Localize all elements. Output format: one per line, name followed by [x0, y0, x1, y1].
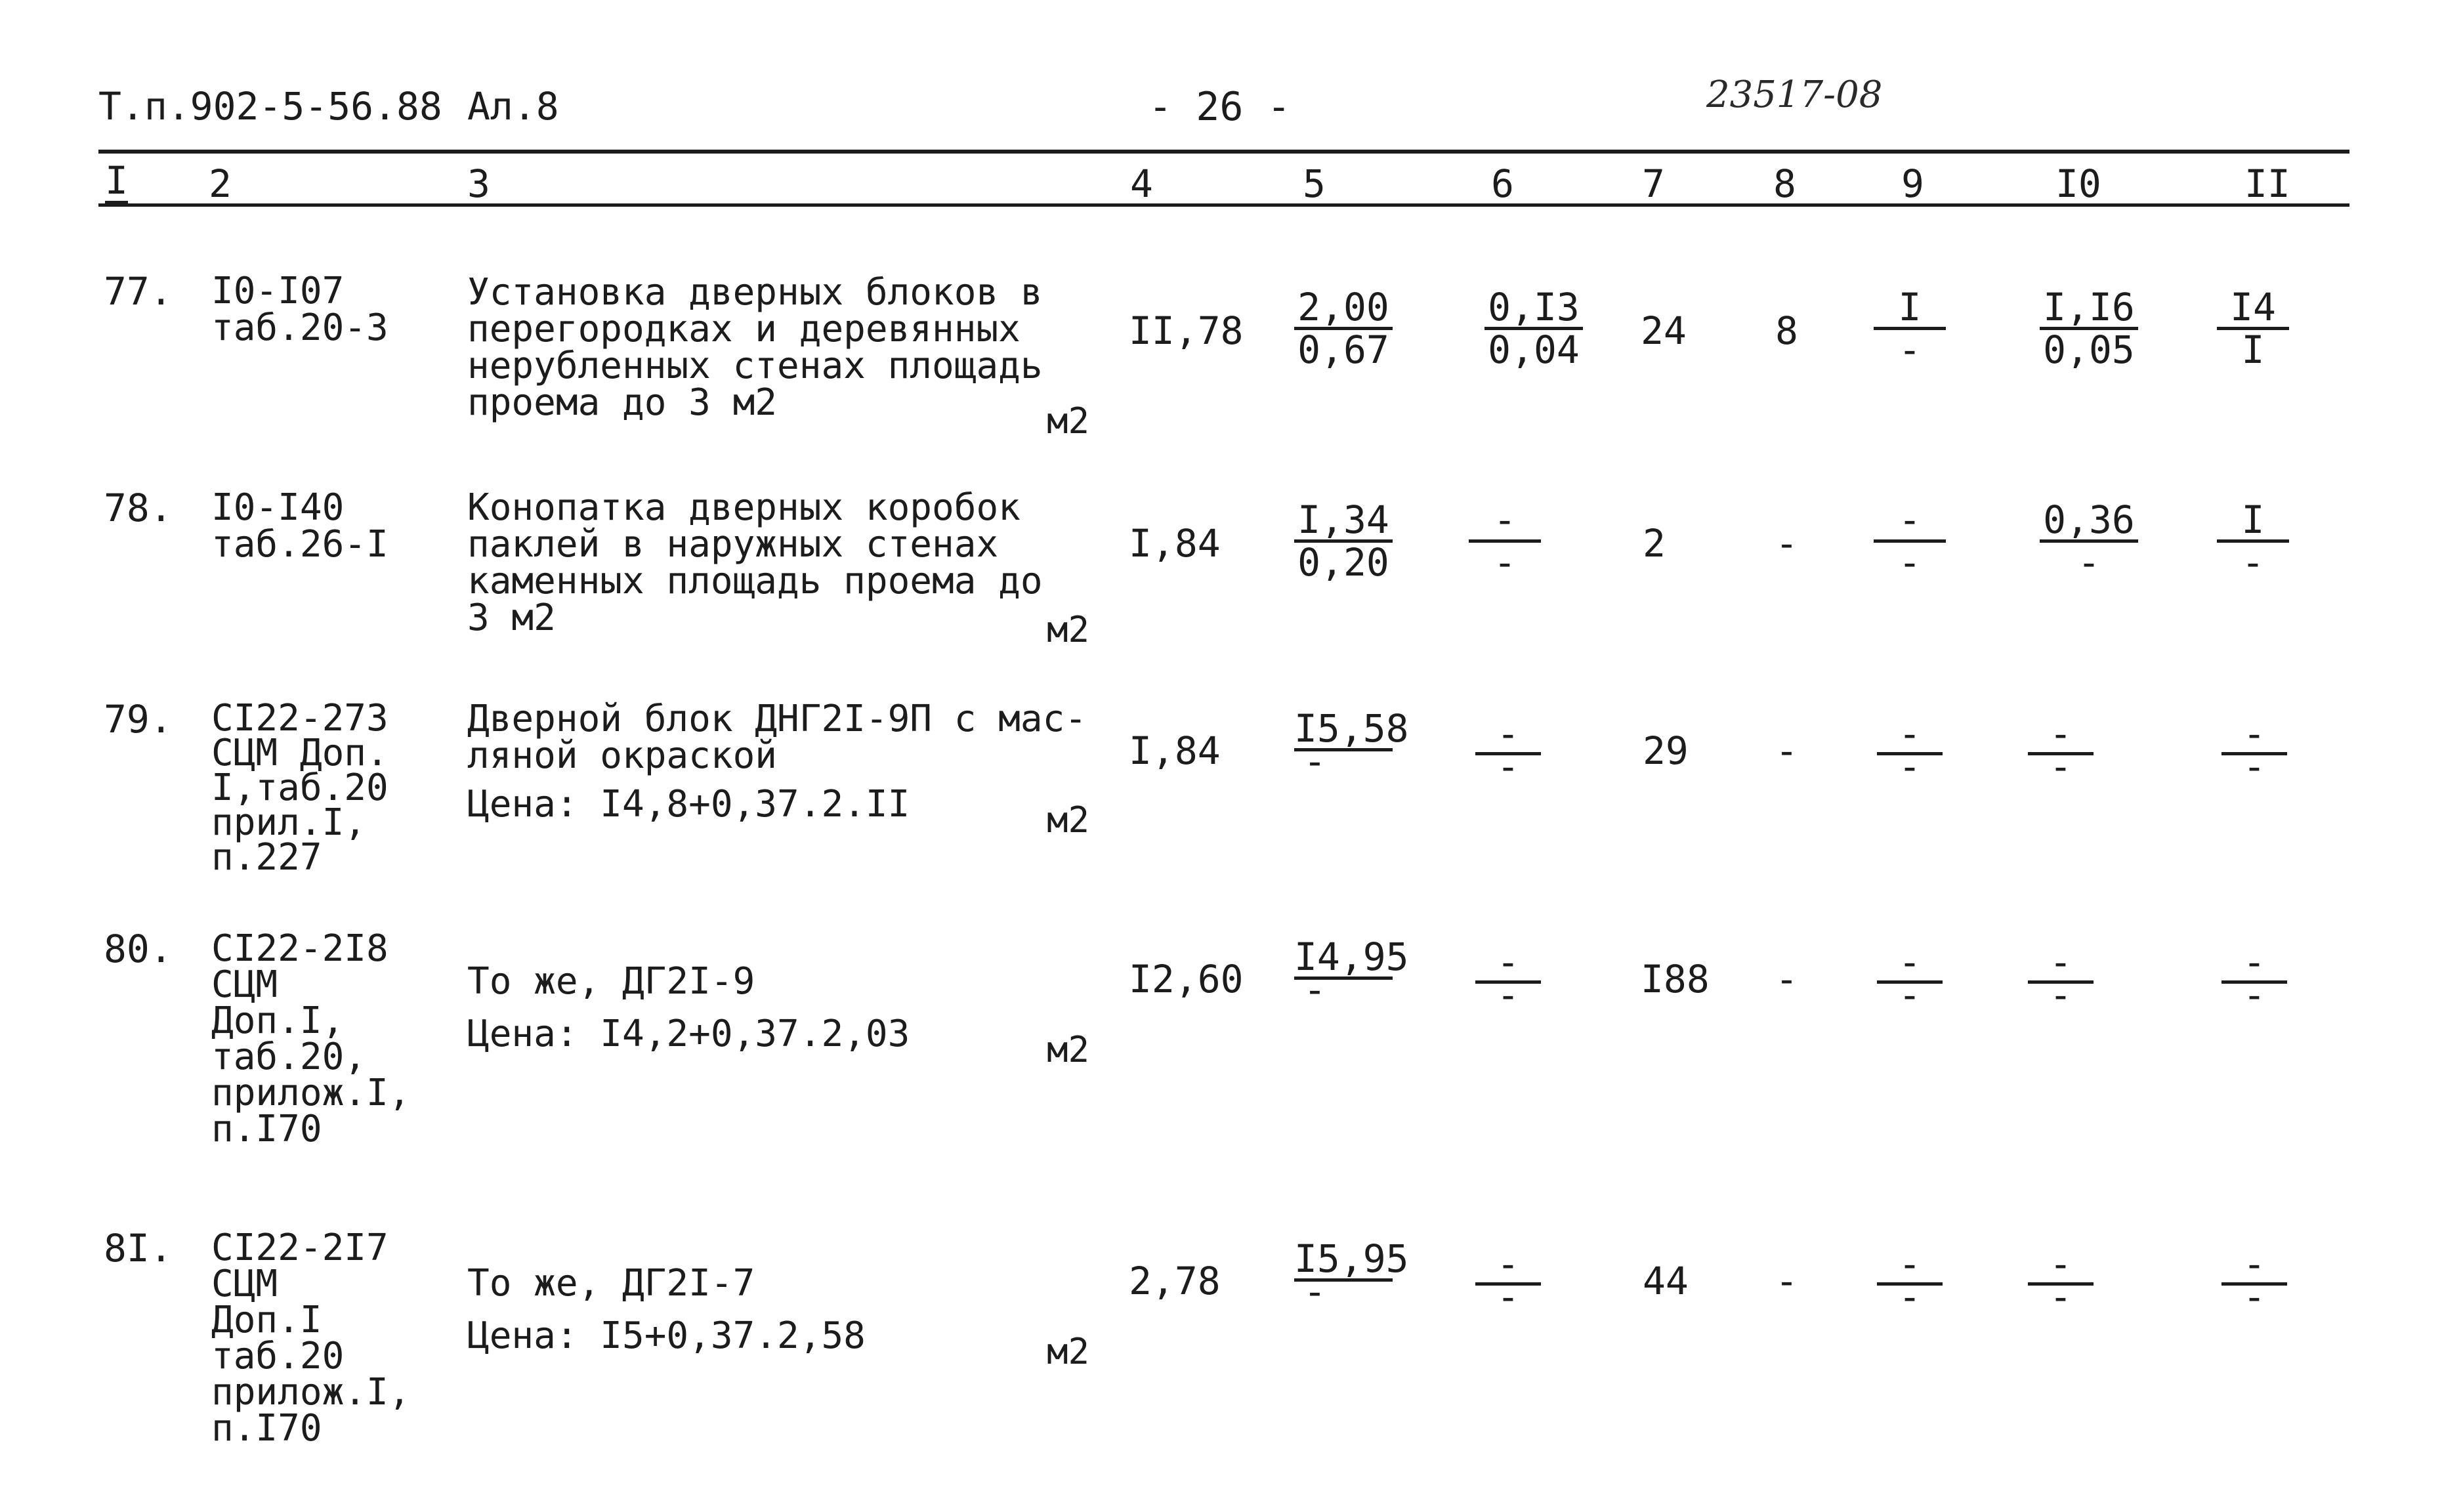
unit-of-measure: м2 — [1047, 609, 1090, 650]
col8-value: 8 — [1775, 308, 1798, 353]
col5-value: I5,58 - — [1294, 706, 1409, 784]
col7-value: 29 — [1643, 728, 1689, 773]
unit-of-measure: м2 — [1047, 1029, 1090, 1070]
quantity: 2,78 — [1129, 1259, 1221, 1303]
col7-value: 44 — [1643, 1259, 1689, 1303]
col5-value: $\frac{I,34}{0,20}$ — [1294, 500, 1393, 582]
column-header: 8 — [1773, 161, 1796, 206]
col11-value: $\frac{I4}{I}$ — [2217, 287, 2289, 369]
unit-of-measure: м2 — [1047, 400, 1090, 442]
work-description: Конопатка дверных коробок паклей в наружных стенах каменных площадь проема до 3 м2 — [467, 486, 1043, 639]
col6-value: $\frac{0,I3}{0,04}$ — [1484, 287, 1583, 369]
handwritten-stamp-number: 23517-08 — [1706, 74, 1883, 116]
row-number: 77. — [104, 269, 173, 314]
col7-value: 24 — [1641, 308, 1687, 353]
quantity: II,78 — [1129, 308, 1244, 353]
quantity: I2,60 — [1129, 957, 1244, 1001]
table-top-rule — [98, 150, 2349, 154]
row-number: 78. — [104, 486, 173, 530]
col6-value: - - — [1475, 1246, 1541, 1322]
unit-of-measure: м2 — [1047, 1331, 1090, 1372]
col9-value: - - — [1877, 1246, 1943, 1322]
col5-value: $\frac{2,00}{0,67}$ — [1294, 287, 1393, 369]
col10-value: - - — [2028, 715, 2094, 792]
quantity: I,84 — [1129, 728, 1221, 773]
price-note: Цена: I4,2+0,37.2,03 — [467, 1013, 910, 1055]
column-header: 6 — [1491, 161, 1514, 206]
norm-code: CI22-273 СЦМ Доп. I,таб.20 прил.I, п.227 — [211, 697, 389, 879]
norm-code: I0-I07 таб.20-3 — [211, 270, 389, 349]
column-header: 4 — [1130, 161, 1153, 206]
col5-value: I4,95 - — [1294, 934, 1409, 1012]
col8-value: - — [1775, 1259, 1798, 1303]
col6-value: - - — [1475, 944, 1541, 1020]
price-note: Цена: I5+0,37.2,58 — [467, 1314, 866, 1357]
work-description: Дверной блок ДНГ2I-9П с мас- ляной окраской — [467, 698, 1087, 777]
column-header: I — [105, 158, 128, 203]
column-header: I0 — [2055, 161, 2101, 206]
col11-value: - - — [2221, 1246, 2287, 1322]
col9-value: - - — [1874, 500, 1946, 582]
col9-value: - - — [1877, 944, 1943, 1020]
column-header: II — [2244, 161, 2290, 206]
row-number: 79. — [104, 697, 173, 742]
norm-code: CI22-2I7 СЦМ Доп.I таб.20 прилож.I, п.I70 — [211, 1227, 411, 1450]
col8-value: - — [1775, 728, 1798, 773]
row-number: 8I. — [104, 1226, 173, 1270]
col6-value: - - — [1469, 500, 1541, 582]
work-description: То же, ДГ2I-7 — [467, 1262, 755, 1305]
column-header: 2 — [209, 161, 232, 206]
table-header-rule — [98, 203, 2349, 207]
price-note: Цена: I4,8+0,37.2.II — [467, 783, 910, 826]
column-header: 5 — [1303, 161, 1326, 206]
col10-value: 0,36 - — [2040, 500, 2138, 582]
page-number: - 26 - — [1148, 84, 1291, 130]
work-description: То же, ДГ2I-9 — [467, 960, 755, 1003]
col11-value: - - — [2221, 715, 2287, 792]
unit-of-measure: м2 — [1047, 799, 1090, 841]
row-number: 80. — [104, 927, 173, 971]
column-header: 3 — [467, 161, 490, 206]
column-header: 7 — [1642, 161, 1665, 206]
norm-code: I0-I40 таб.26-I — [211, 486, 389, 566]
work-description: Установка дверных блоков в перегородках и деревянных нерубленных стенах площадь проема до 3 м2 — [467, 271, 1043, 424]
col10-value: - - — [2028, 944, 2094, 1020]
col6-value: - - — [1475, 715, 1541, 792]
col9-value: - - — [1877, 715, 1943, 792]
col9-value: I - — [1874, 287, 1946, 369]
norm-code: CI22-2I8 СЦМ Доп.I, таб.20, прилож.I, п.I70 — [211, 927, 411, 1150]
col7-value: I88 — [1641, 957, 1710, 1001]
column-header: 9 — [1901, 161, 1924, 206]
document-reference: Т.п.902-5-56.88 — [98, 84, 442, 129]
album-number: Ал.8 — [467, 84, 559, 129]
col11-value: I - — [2217, 500, 2289, 582]
col8-value: - — [1775, 521, 1798, 566]
col10-value: - - — [2028, 1246, 2094, 1322]
col10-value: $\frac{I,I6}{0,05}$ — [2040, 287, 2138, 369]
quantity: I,84 — [1129, 521, 1221, 566]
col11-value: - - — [2221, 944, 2287, 1020]
col5-value: I5,95 - — [1294, 1236, 1409, 1314]
col8-value: - — [1775, 957, 1798, 1001]
col7-value: 2 — [1643, 521, 1666, 566]
